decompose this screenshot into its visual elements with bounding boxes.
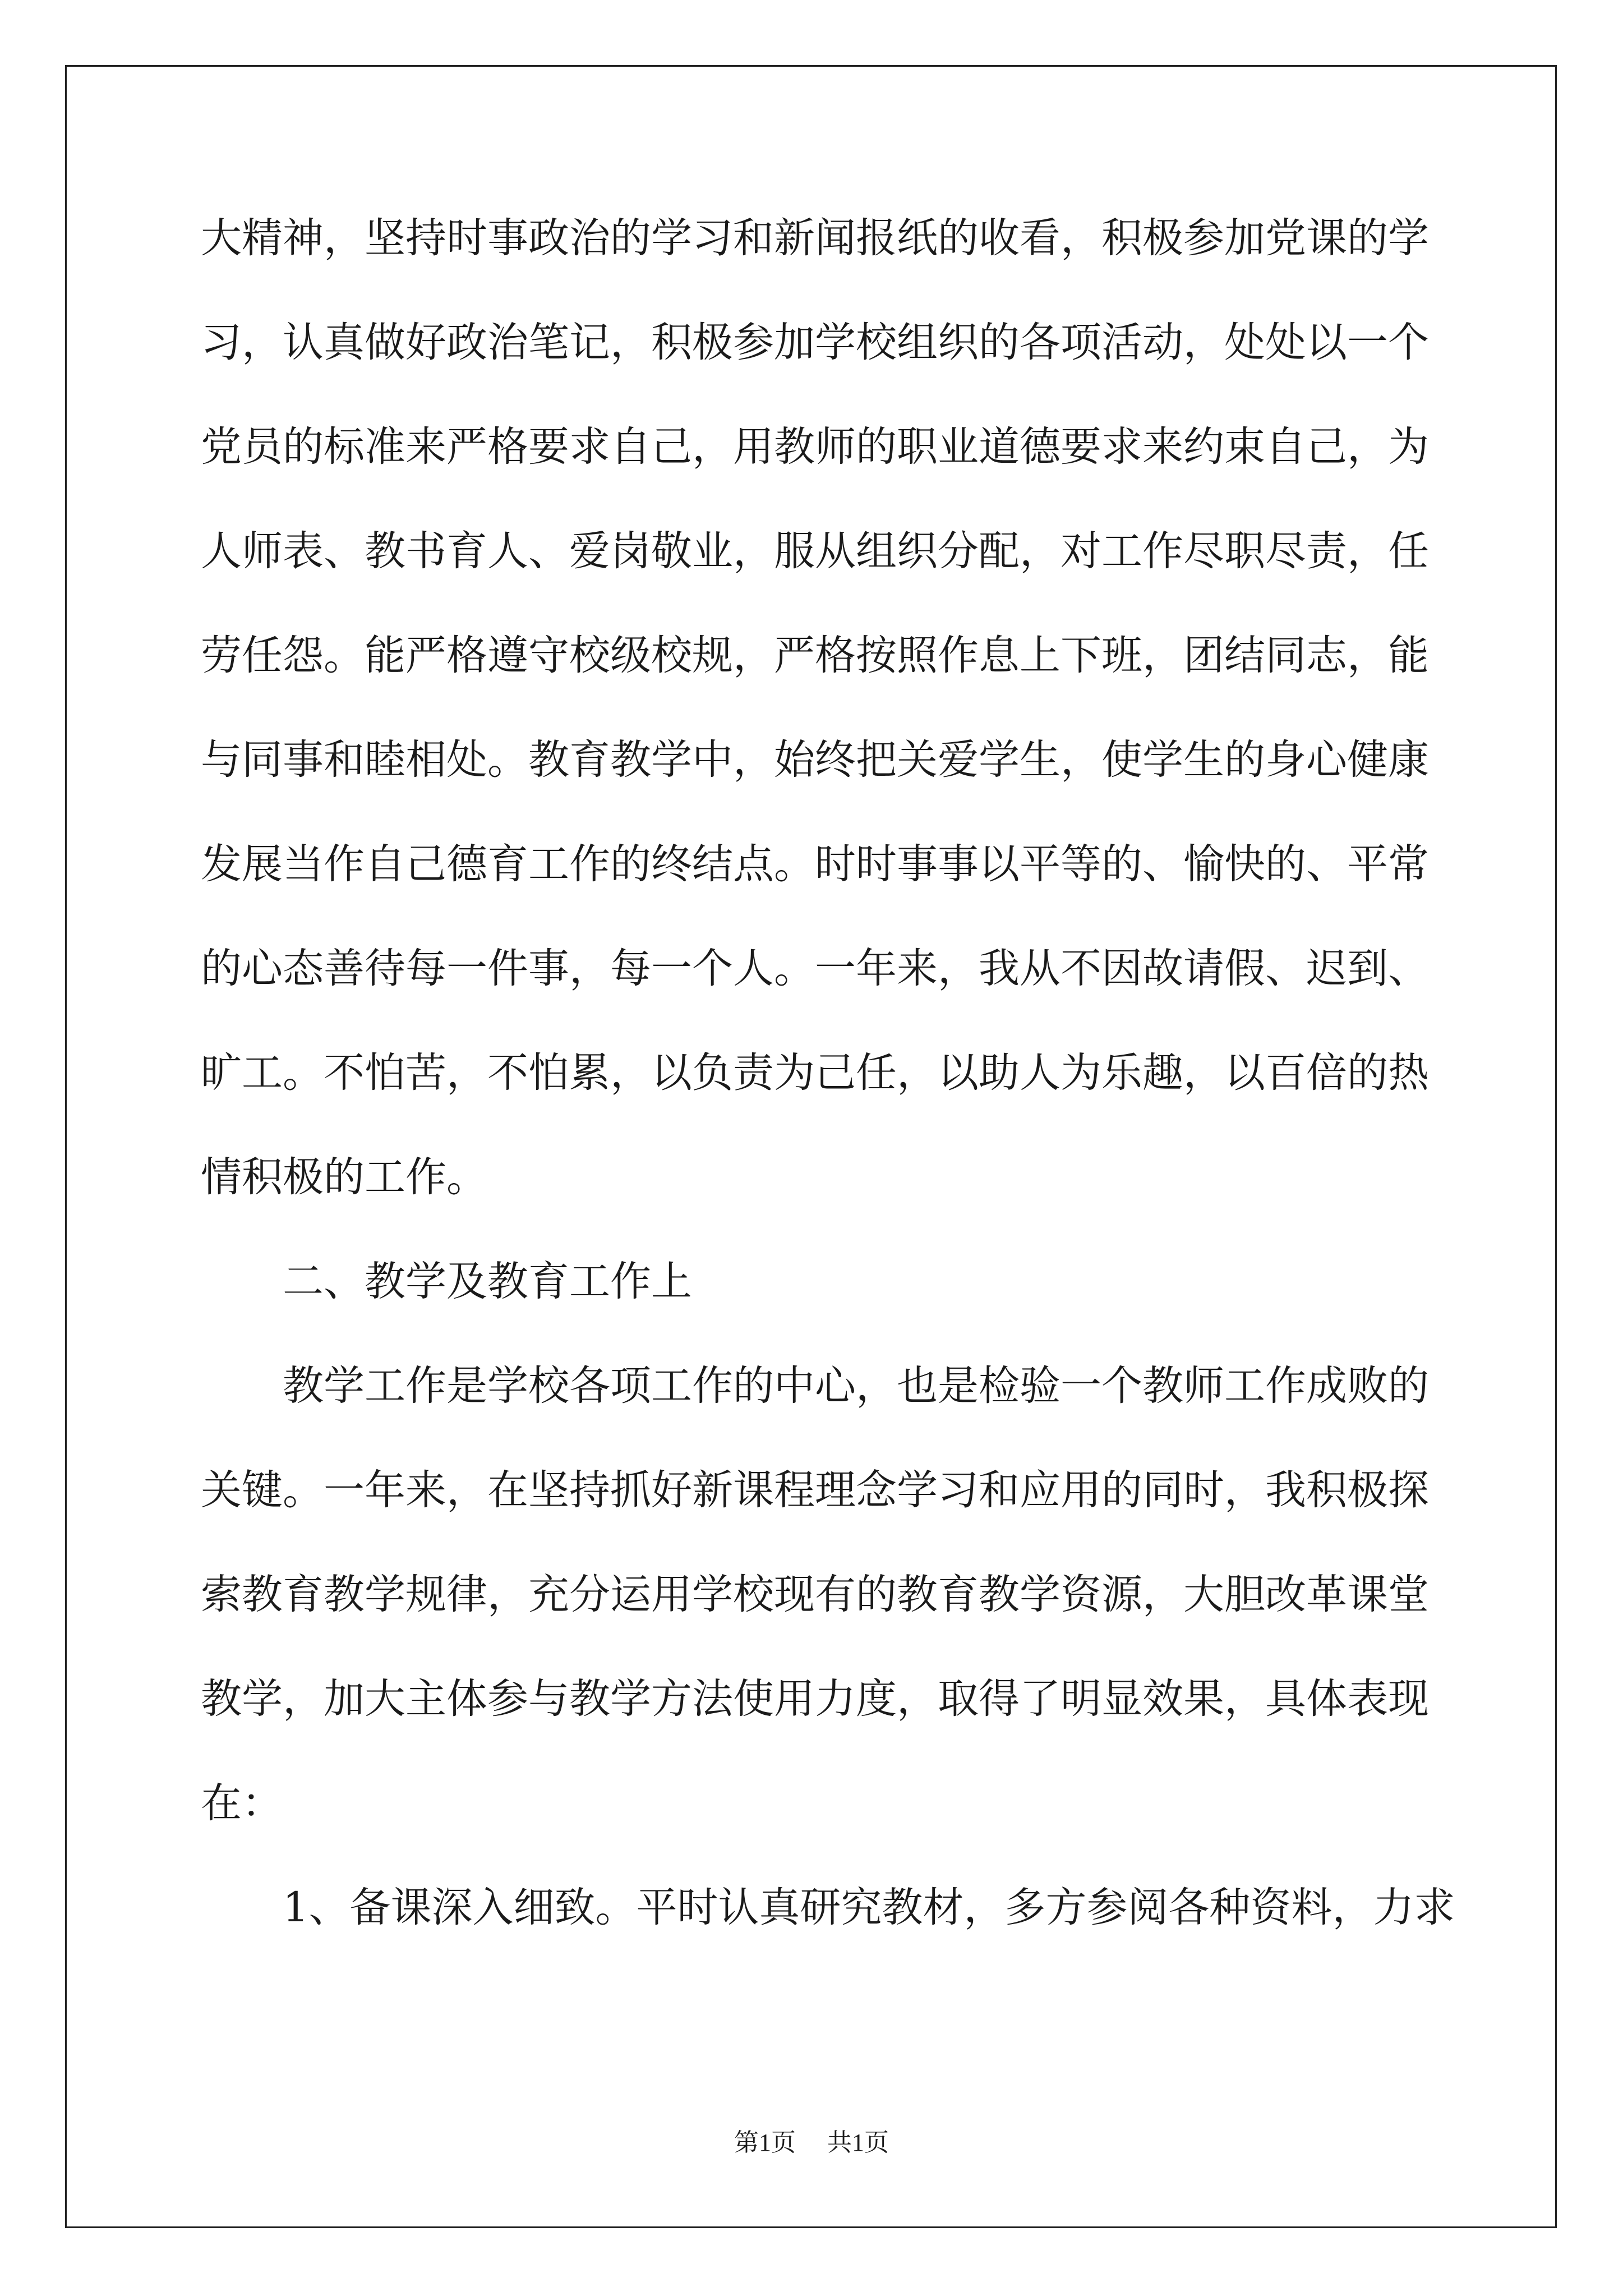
- page-footer: [0, 2126, 1623, 2160]
- text-line: 党员的标准来严格要求自己，用教师的职业道德要求来约束自己，为: [201, 423, 1429, 471]
- text-line: 关键。一年来，在坚持抓好新课程理念学习和应用的同时，我积极探: [201, 1466, 1429, 1514]
- text-line: 教学，加大主体参与教学方法使用力度，取得了明显效果，具体表现: [201, 1675, 1429, 1723]
- text-line: 情积极的工作。: [201, 1153, 487, 1201]
- paragraph-first-line: 教学工作是学校各项工作的中心，也是检验一个教师工作成败的: [283, 1362, 1429, 1410]
- page-number: 第1页: [734, 2129, 796, 2156]
- section-heading: 二、教学及教育工作上: [283, 1258, 692, 1305]
- text-line: 大精神，坚持时事政治的学习和新闻报纸的收看，积极参加党课的学: [201, 214, 1429, 262]
- text-line: 旷工。不怕苦，不怕累，以负责为己任，以助人为乐趣，以百倍的热: [201, 1049, 1429, 1097]
- text-line: 在：: [201, 1779, 283, 1827]
- page-total: 共1页: [827, 2129, 889, 2156]
- text-line: 发展当作自己德育工作的终结点。时时事事以平等的、愉快的、平常: [201, 840, 1429, 888]
- text-line: 的心态善待每一件事，每一个人。一年来，我从不因故请假、迟到、: [201, 945, 1429, 992]
- text-line: 习，认真做好政治笔记，积极参加学校组织的各项活动，处处以一个: [201, 319, 1429, 366]
- list-item-first-line: 1、备课深入细致。平时认真研究教材，多方参阅各种资料，力求: [283, 1884, 1455, 1931]
- text-line: 人师表、教书育人、爱岗敬业，服从组织分配，对工作尽职尽责，任: [201, 527, 1429, 575]
- document-body: [201, 208, 1455, 1981]
- text-line: 索教育教学规律，充分运用学校现有的教育教学资源，大胆改革课堂: [201, 1571, 1429, 1618]
- text-line: 劳任怨。能严格遵守校级校规，严格按照作息上下班，团结同志，能: [201, 632, 1429, 679]
- text-line: 与同事和睦相处。教育教学中，始终把关爱学生，使学生的身心健康: [201, 736, 1429, 784]
